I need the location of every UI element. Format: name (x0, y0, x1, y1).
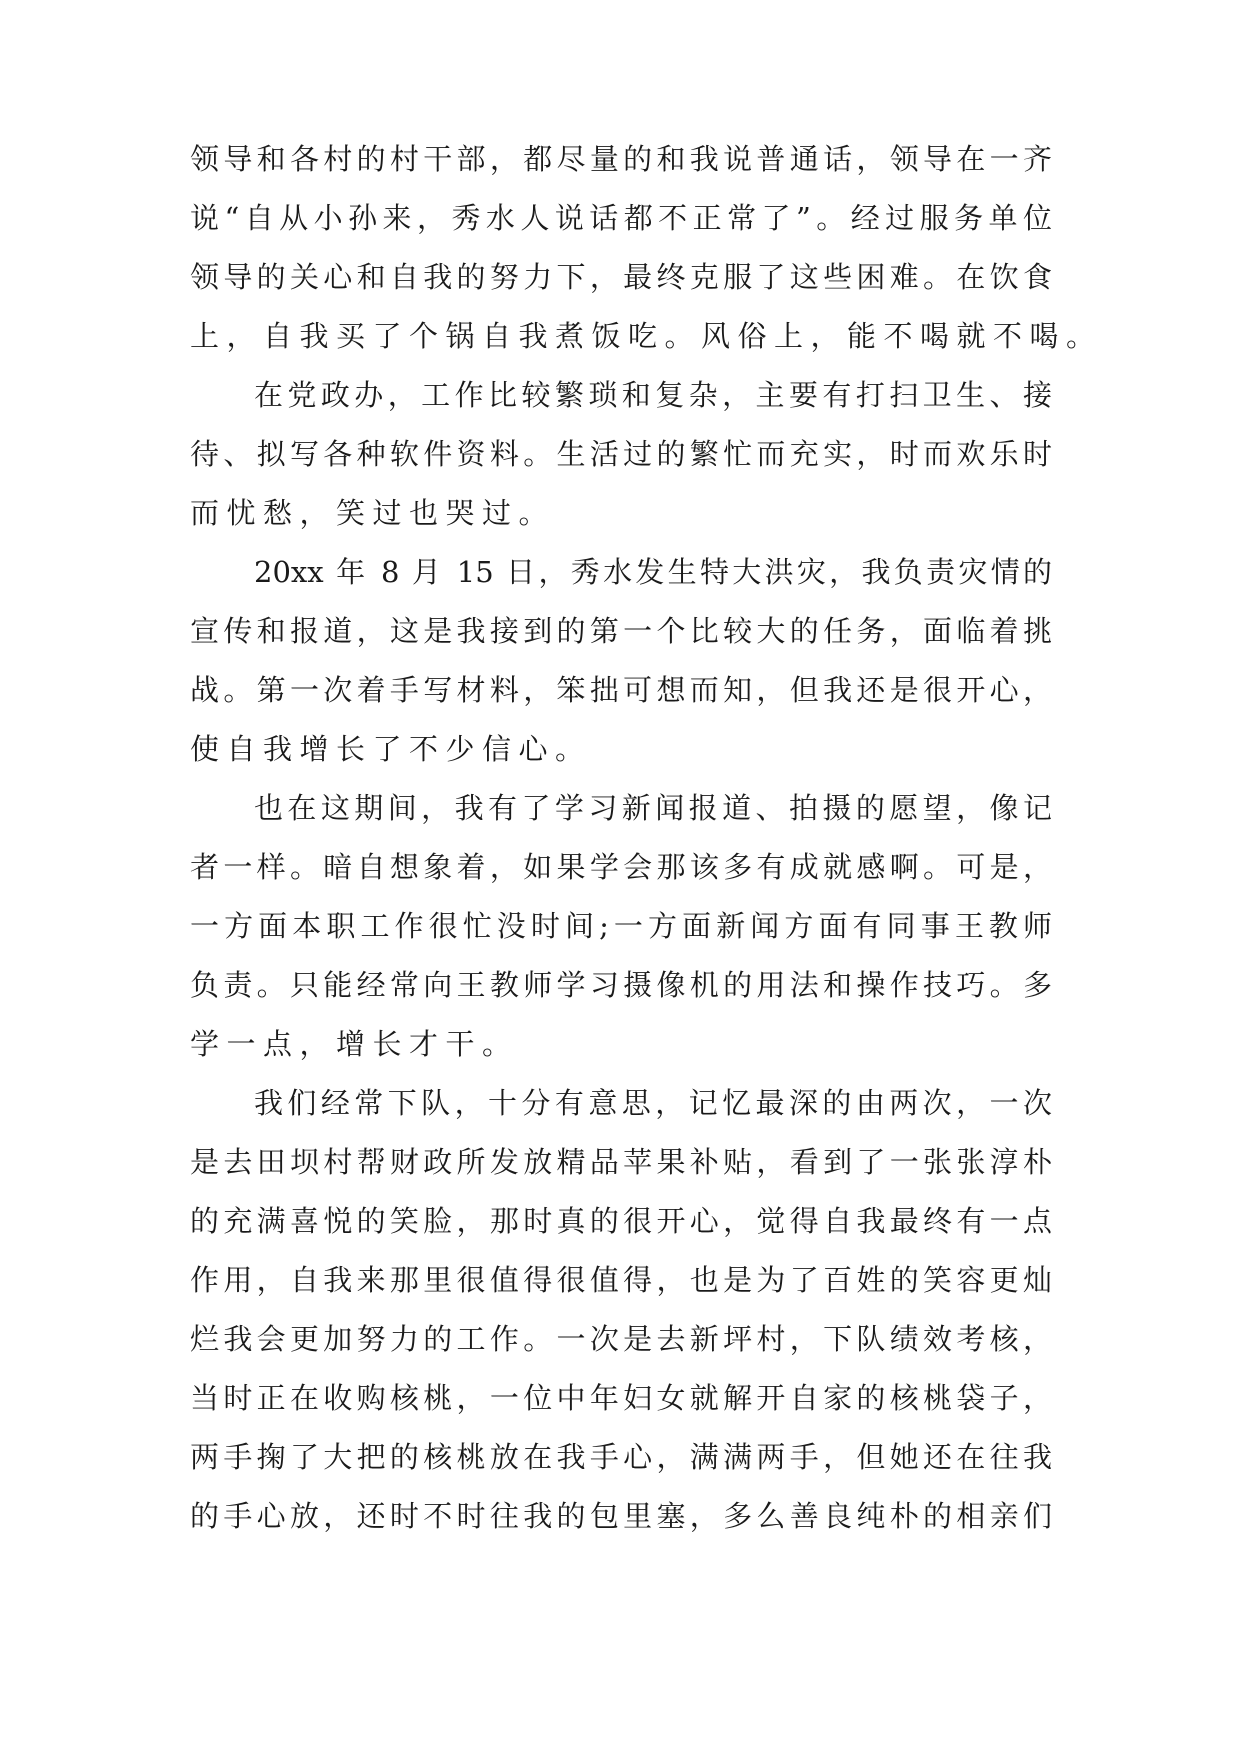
text-line: 是去田坝村帮财政所发放精品苹果补贴，看到了一张张淳朴 (190, 1145, 1052, 1179)
text-line: 学一点，增长才干。 (190, 1027, 519, 1061)
text-line: 一方面本职工作很忙没时间;一方面新闻方面有同事王教师 (190, 909, 1052, 943)
text-line: 的充满喜悦的笑脸，那时真的很开心，觉得自我最终有一点 (190, 1204, 1052, 1238)
paragraph-first-line: 我们经常下队，十分有意思，记忆最深的由两次，一次 (254, 1086, 1052, 1120)
text-line: 领导的关心和自我的努力下，最终克服了这些困难。在饮食 (190, 260, 1052, 294)
paragraph-first-line: 在党政办，工作比较繁琐和复杂，主要有打扫卫生、接 (254, 378, 1052, 412)
text-line: 者一样。暗自想象着，如果学会那该多有成就感啊。可是， (190, 850, 1052, 884)
text-line: 而忧愁，笑过也哭过。 (190, 496, 556, 530)
text-line: 待、拟写各种软件资料。生活过的繁忙而充实，时而欢乐时 (190, 437, 1052, 471)
paragraph-first-line: 也在这期间，我有了学习新闻报道、拍摄的愿望，像记 (254, 791, 1052, 825)
text-line: 领导和各村的村干部，都尽量的和我说普通话，领导在一齐 (190, 142, 1052, 176)
text-line: 两手掬了大把的核桃放在我手心，满满两手，但她还在往我 (190, 1440, 1052, 1474)
text-line: 烂我会更加努力的工作。一次是去新坪村，下队绩效考核， (190, 1322, 1052, 1356)
text-line: 使自我增长了不少信心。 (190, 732, 592, 766)
text-line: 的手心放，还时不时往我的包里塞，多么善良纯朴的相亲们 (190, 1499, 1052, 1533)
paragraph-first-line: 20xx 年 8 月 15 日，秀水发生特大洪灾，我负责灾情的 (254, 555, 1052, 589)
text-line: 负责。只能经常向王教师学习摄像机的用法和操作技巧。多 (190, 968, 1052, 1002)
text-line: 宣传和报道，这是我接到的第一个比较大的任务，面临着挑 (190, 614, 1052, 648)
body-text (190, 130, 1103, 1546)
text-line: 作用，自我来那里很值得很值得，也是为了百姓的笑容更灿 (190, 1263, 1052, 1297)
text-line: 当时正在收购核桃，一位中年妇女就解开自家的核桃袋子， (190, 1381, 1052, 1415)
text-line: 战。第一次着手写材料，笨拙可想而知，但我还是很开心， (190, 673, 1052, 707)
text-line: 说“自从小孙来，秀水人说话都不正常了”。经过服务单位 (190, 201, 1052, 235)
text-line: 上，自我买了个锅自我煮饭吃。风俗上，能不喝就不喝。 (190, 319, 1103, 353)
